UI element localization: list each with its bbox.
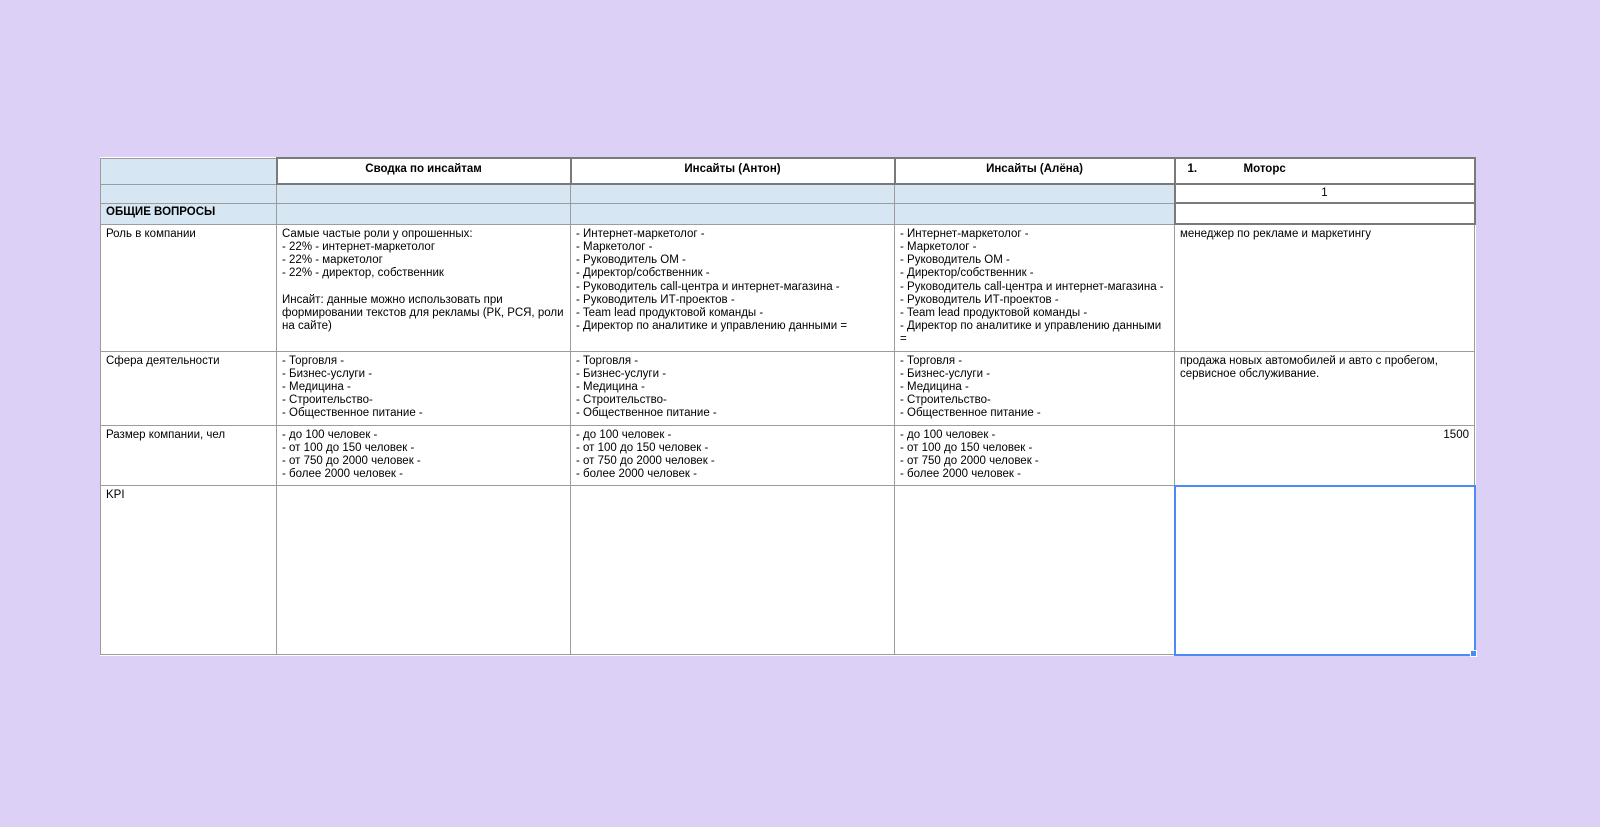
cell-lines (900, 429, 1169, 482)
table-row (101, 425, 1475, 486)
row-label-industry[interactable]: Сфера деятельности (101, 351, 277, 425)
cell-lines (1180, 355, 1469, 381)
section-title[interactable]: ОБЩИЕ ВОПРОСЫ (101, 203, 277, 224)
insights-table (100, 157, 1476, 656)
line: - более 2000 человек - (282, 468, 403, 481)
line: - 22% - интернет-маркетолог (282, 240, 436, 253)
line: - Руководитель ОМ - (576, 254, 686, 267)
line: продажа новых автомобилей и авто с пробегом, (1180, 354, 1438, 367)
cell-anton-industry[interactable] (571, 351, 895, 425)
section-cell-summary[interactable] (277, 203, 571, 224)
header-cell-motors[interactable] (1175, 158, 1475, 184)
row-label-company-size[interactable]: Размер компании, чел (101, 425, 277, 486)
cell-lines (282, 355, 565, 421)
cell-lines (282, 228, 565, 333)
line: - от 750 до 2000 человек - (576, 454, 715, 467)
line: - Торговля - (576, 354, 639, 367)
line: - Общественное питание - (282, 407, 423, 420)
cell-alena-role[interactable] (895, 224, 1175, 351)
line: - Бизнес-услуги - (282, 367, 373, 380)
line: менеджер по рекламе и маркетингу (1180, 228, 1372, 241)
header-cell-summary[interactable]: Сводка по инсайтам (277, 158, 571, 184)
line: - 22% - маркетолог (282, 254, 383, 267)
cell-lines (576, 355, 889, 421)
cell-summary-role[interactable] (277, 224, 571, 351)
line: - Руководитель ИТ-проектов - (576, 293, 735, 306)
line: - более 2000 человек - (900, 468, 1021, 481)
line: - Директор/собственник - (900, 267, 1034, 280)
header-cell-anton[interactable]: Инсайты (Антон) (571, 158, 895, 184)
line: - до 100 человек - (900, 428, 996, 441)
line: сервисное обслуживание. (1180, 367, 1320, 380)
header-motors-number: 1. (1187, 163, 1198, 175)
line: - от 750 до 2000 человек - (900, 454, 1039, 467)
line: - Руководитель ИТ-проектов - (900, 293, 1059, 306)
num-cell-empty-1[interactable] (277, 184, 571, 203)
cell-motors-role[interactable] (1175, 224, 1475, 351)
line: - более 2000 человек - (576, 468, 697, 481)
section-cell-motors[interactable] (1175, 203, 1475, 224)
table-row (101, 351, 1475, 425)
cell-alena-industry[interactable] (895, 351, 1175, 425)
num-cell-empty-2[interactable] (571, 184, 895, 203)
cell-lines (282, 429, 565, 482)
line: - Интернет-маркетолог - (900, 227, 1029, 240)
cell-alena-kpi[interactable] (895, 486, 1175, 655)
cell-summary-company-size[interactable] (277, 425, 571, 486)
header-cell-alena[interactable]: Инсайты (Алёна) (895, 158, 1175, 184)
line: - Директор/собственник - (576, 267, 710, 280)
num-cell-motors[interactable]: 1 (1175, 184, 1475, 203)
line-blank (282, 281, 565, 294)
line: - Team lead продуктовой команды - (576, 306, 764, 319)
line: - 22% - директор, собственник (282, 267, 444, 280)
section-cell-anton[interactable] (571, 203, 895, 224)
line: - Медицина - (576, 380, 645, 393)
line: - Руководитель call-центра и интернет-магазина - (576, 280, 840, 293)
line: - от 750 до 2000 человек - (282, 454, 421, 467)
line: - Маркетолог - (900, 240, 977, 253)
line: - Интернет-маркетолог - (576, 227, 705, 240)
selection-fill-handle[interactable] (1470, 650, 1477, 657)
table-row (101, 486, 1475, 655)
line: - от 100 до 150 человек - (576, 441, 709, 454)
cell-lines (576, 228, 889, 334)
line: - Бизнес-услуги - (900, 367, 991, 380)
header-cell-empty[interactable] (101, 158, 277, 184)
line: - Руководитель call-центра и интернет-магазина - (900, 280, 1164, 293)
line: - Бизнес-услуги - (576, 367, 667, 380)
line: - Директор по аналитике и управлению данными = (900, 320, 1162, 346)
cell-anton-company-size[interactable] (571, 425, 895, 486)
line: - от 100 до 150 человек - (900, 441, 1033, 454)
row-label-role[interactable]: Роль в компании (101, 224, 277, 351)
line: - Директор по аналитике и управлению данными = (576, 320, 848, 333)
line: - Строительство- (576, 394, 667, 407)
cell-motors-industry[interactable] (1175, 351, 1475, 425)
cell-motors-kpi-selected[interactable] (1175, 486, 1475, 655)
line: - Руководитель ОМ - (900, 254, 1010, 267)
cell-summary-industry[interactable] (277, 351, 571, 425)
line: - Строительство- (900, 394, 991, 407)
cell-lines (1180, 228, 1469, 241)
table-row (101, 224, 1475, 351)
cell-lines (900, 355, 1169, 421)
table-number-row (101, 184, 1475, 203)
line: - до 100 человек - (282, 428, 378, 441)
table-header-row (101, 158, 1475, 184)
cell-lines (900, 228, 1169, 347)
section-cell-alena[interactable] (895, 203, 1175, 224)
line: - Торговля - (282, 354, 345, 367)
line: - Медицина - (282, 380, 351, 393)
line: - Строительство- (282, 394, 373, 407)
line: Самые частые роли у опрошенных: (282, 227, 473, 240)
line: Инсайт: данные можно использовать при формировании текстов для рекламы (РК, РСЯ, роли на сайте) (282, 293, 564, 332)
line: - Торговля - (900, 354, 963, 367)
line: - от 100 до 150 человек - (282, 441, 415, 454)
line: - Team lead продуктовой команды - (900, 306, 1088, 319)
section-row-general-questions (101, 203, 1475, 224)
cell-anton-role[interactable] (571, 224, 895, 351)
cell-lines (576, 429, 889, 482)
cell-alena-company-size[interactable] (895, 425, 1175, 486)
spreadsheet-area (100, 157, 1474, 656)
header-motors-label: Моторс (1243, 163, 1286, 175)
line: - Общественное питание - (900, 407, 1041, 420)
num-cell-empty-0[interactable] (101, 184, 277, 203)
cell-motors-company-size[interactable]: 1500 (1175, 425, 1475, 486)
cell-anton-kpi[interactable] (571, 486, 895, 655)
row-label-kpi[interactable]: KPI (101, 486, 277, 655)
line: - до 100 человек - (576, 428, 672, 441)
line: - Общественное питание - (576, 407, 717, 420)
cell-summary-kpi[interactable] (277, 486, 571, 655)
line: - Маркетолог - (576, 240, 653, 253)
num-cell-empty-3[interactable] (895, 184, 1175, 203)
line: - Медицина - (900, 380, 969, 393)
